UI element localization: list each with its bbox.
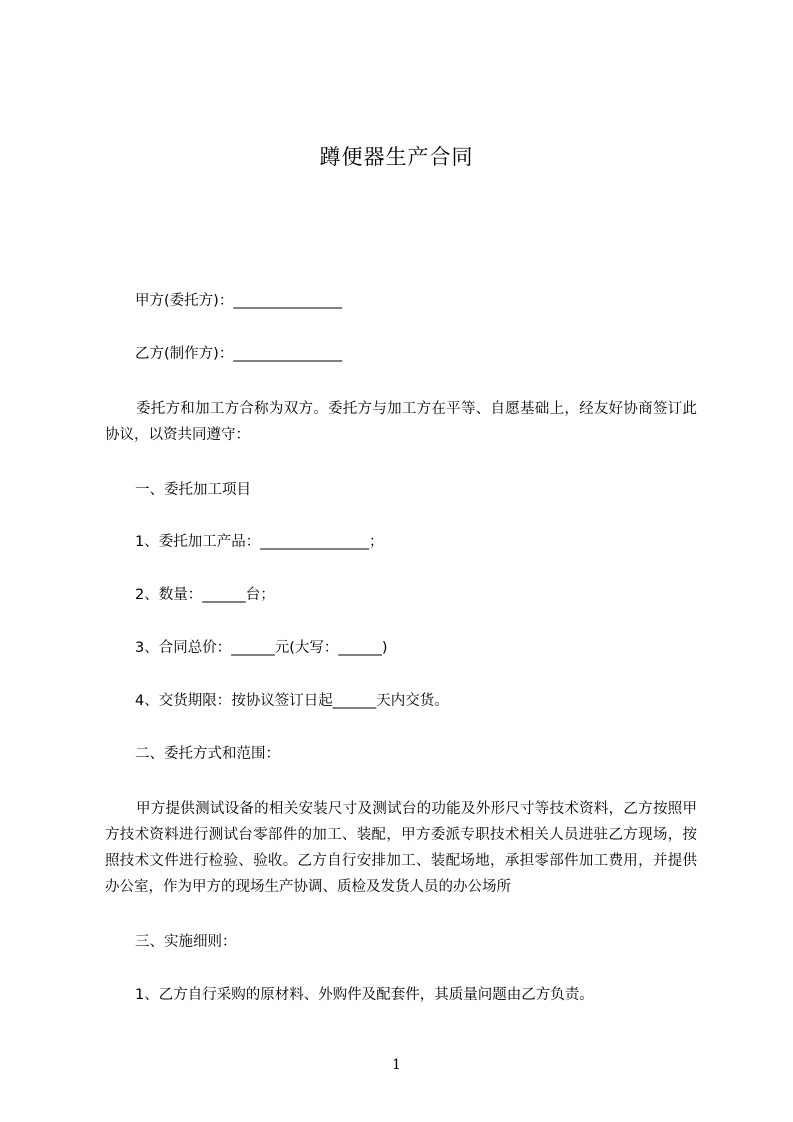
section-3-item-1: 1、乙方自行采购的原材料、外购件及配套件，其质量问题由乙方负责。: [135, 987, 594, 1003]
section-1-item-3: 3、合同总价：______元(大写：______): [135, 640, 388, 656]
intro-paragraph: 委托方和加工方合称为双方。委托方与加工方在平等、自愿基础上，经友好协商签订此协议，以资共同遵守：: [105, 401, 697, 443]
section-1-item-1: 1、委托加工产品：_______________；: [135, 534, 384, 550]
party-b-line: 乙方(制作方)：_______________: [135, 346, 343, 362]
page-number: 1: [392, 1057, 401, 1073]
document-title: 蹲便器生产合同: [319, 145, 474, 169]
section-3-heading: 三、实施细则：: [135, 934, 237, 950]
section-2-paragraph: 甲方提供测试设备的相关安装尺寸及测试台的功能及外形尺寸等技术资料，乙方按照甲方技术资料进行测试台零部件的加工、装配，甲方委派专职技术相关人员进驻乙方现场，按照技术文件进行检验、验收。乙方自行安排加工、装配场地，承担零部件加工费用，并提供办公室，作为甲方的现场生产协调、质检及发货人员的办公场所: [105, 801, 697, 895]
section-1-item-2: 2、数量：______台；: [135, 587, 275, 603]
section-2-heading: 二、委托方式和范围：: [135, 746, 280, 762]
party-a-line: 甲方(委托方)：_______________: [135, 293, 343, 309]
section-1-heading: 一、委托加工项目: [135, 482, 251, 498]
section-1-item-4: 4、交货期限：按协议签订日起______天内交货。: [135, 693, 449, 709]
